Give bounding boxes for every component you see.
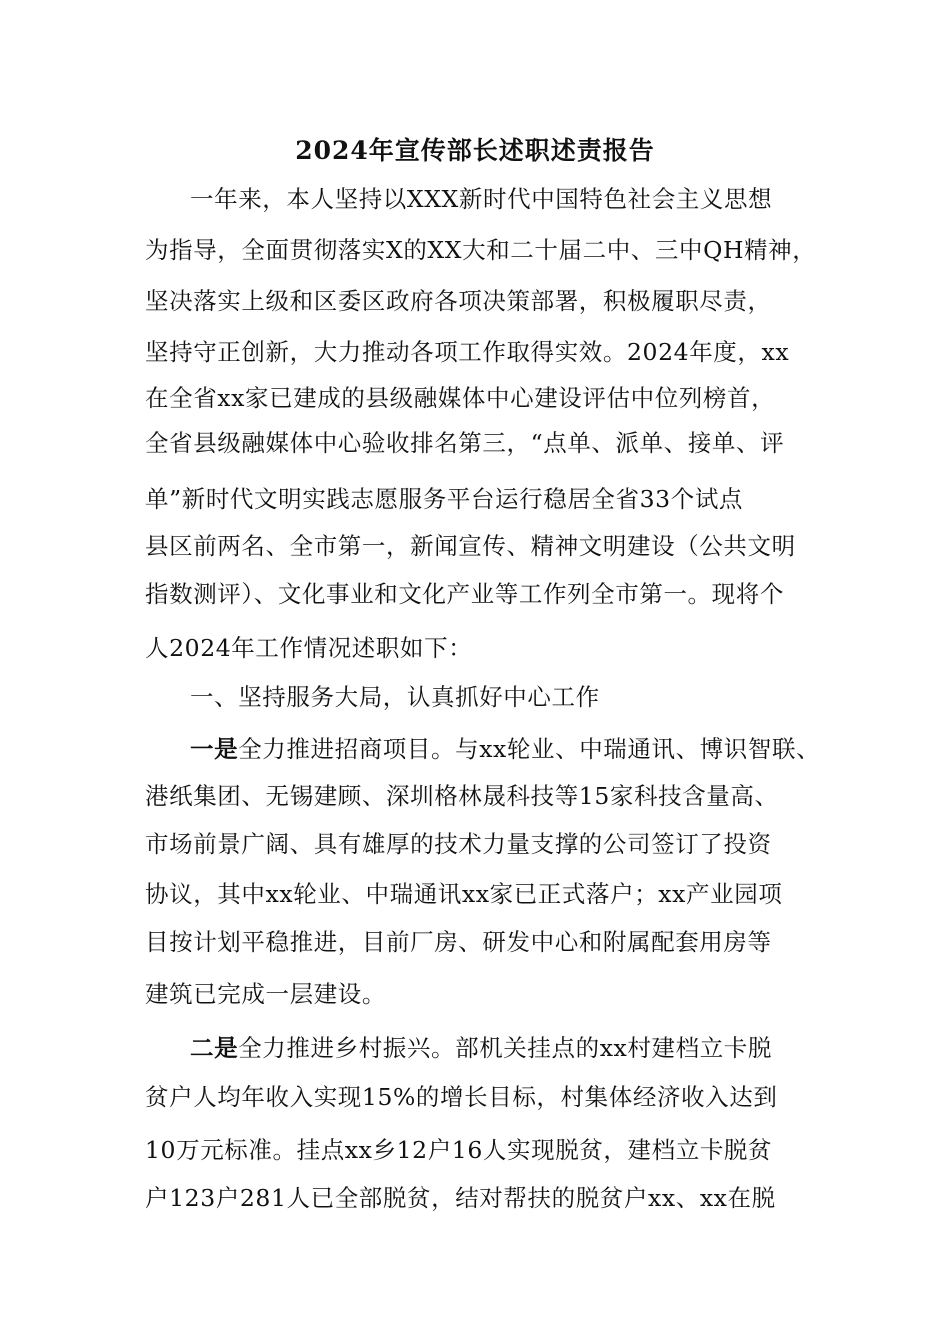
paragraph-line: 全省县级融媒体中心验收排名第三，“点单、派单、接单、评 <box>145 429 785 457</box>
section-heading: 一、坚持服务大局，认真抓好中心工作 <box>190 683 600 711</box>
paragraph-line: 县区前两名、全市第一，新闻宣传、精神文明建设（公共文明 <box>145 532 796 560</box>
lead-term: 二是 <box>190 1034 239 1062</box>
paragraph-line: 港纸集团、无锡建顾、深圳格林晟科技等15家科技含量高、 <box>145 782 779 810</box>
paragraph-line: 市场前景广阔、具有雄厚的技术力量支撑的公司签订了投资 <box>145 830 772 858</box>
paragraph-line: 坚持守正创新，大力推动各项工作取得实效。2024年度，xx <box>145 338 790 366</box>
paragraph-line: 建筑已完成一层建设。 <box>145 980 386 1008</box>
paragraph-line: 贫户人均年收入实现15%的增长目标，村集体经济收入达到 <box>145 1083 778 1111</box>
paragraph-line: 目按计划平稳推进，目前厂房、研发中心和附属配套用房等 <box>145 928 772 956</box>
paragraph-line: 为指导，全面贯彻落实X的XX大和二十届二中、三中QH精神， <box>145 236 817 264</box>
paragraph-line: 指数测评）、文化事业和文化产业等工作列全市第一。现将个 <box>145 580 784 608</box>
paragraph-line: 人2024年工作情况述职如下： <box>145 634 473 662</box>
paragraph-line: 在全省xx家已建成的县级融媒体中心建设评估中位列榜首， <box>145 384 776 412</box>
paragraph-line <box>190 1030 845 1066</box>
paragraph-line: 协议，其中xx轮业、中瑞通讯xx家已正式落户；xx产业园项 <box>145 880 783 908</box>
paragraph-line: 单”新时代文明实践志愿服务平台运行稳居全省33个试点 <box>145 485 744 513</box>
lead-text: 全力推进乡村振兴。部机关挂点的xx村建档立卡脱 <box>238 1034 773 1062</box>
document-title: 2024年宣传部长述职述责报告 <box>295 136 655 165</box>
paragraph-line: 10万元标准。挂点xx乡12户16人实现脱贫，建档立卡脱贫 <box>145 1136 773 1164</box>
paragraph-line <box>190 731 845 767</box>
paragraph-line: 户123户281人已全部脱贫，结对帮扶的脱贫户xx、xx在脱 <box>145 1184 776 1212</box>
lead-text: 全力推进招商项目。与xx轮业、中瑞通讯、博识智联、 <box>238 735 821 763</box>
paragraph-line: 坚决落实上级和区委区政府各项决策部署，积极履职尽责， <box>145 287 772 315</box>
lead-term: 一是 <box>190 735 239 763</box>
paragraph-line: 一年来，本人坚持以XXX新时代中国特色社会主义思想 <box>190 185 773 213</box>
